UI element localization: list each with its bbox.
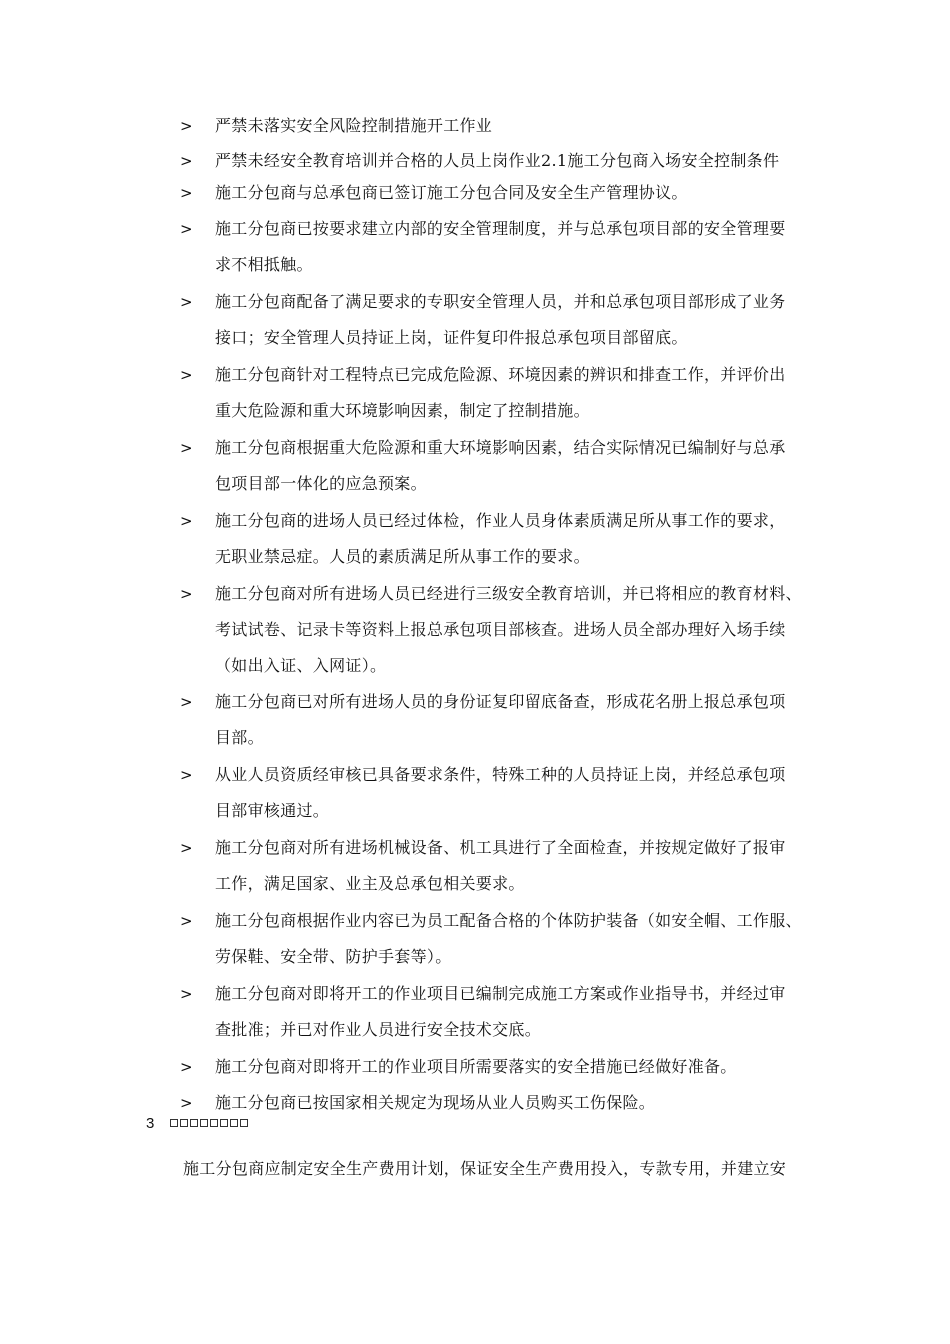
missing-glyph-box [200,1119,208,1127]
bullet-text-line: 施工分包商对即将开工的作业项目已编制完成施工方案或作业指导书，并经过审 [215,984,786,1003]
bullet-text-line: 目部。 [215,728,264,747]
bullet-text-line: 施工分包商对所有进场机械设备、机工具进行了全面检查，并按规定做好了报审 [215,838,786,857]
bullet-marker: > [180,293,193,311]
missing-glyph-box [210,1119,218,1127]
bullet-text-line: 目部审核通过。 [215,801,330,820]
body-paragraph: 施工分包商应制定安全生产费用计划，保证安全生产费用投入，专款专用，并建立安 [183,1159,787,1178]
bullet-marker: > [180,152,193,170]
bullet-marker: > [180,117,193,135]
bullet-text-line: 施工分包商根据作业内容已为员工配备合格的个体防护装备（如安全帽、工作服、 [215,911,802,930]
bullet-text-line: 施工分包商的进场人员已经过体检，作业人员身体素质满足所从事工作的要求， [215,511,786,530]
bullet-text-line: 工作，满足国家、业主及总承包相关要求。 [215,874,525,893]
bullet-marker: > [180,1094,193,1112]
bullet-text-line: 从业人员资质经审核已具备要求条件，特殊工种的人员持证上岗，并经总承包项 [215,765,786,784]
bullet-text-line: 施工分包商配备了满足要求的专职安全管理人员，并和总承包项目部形成了业务 [215,292,786,311]
missing-glyph-box [220,1119,228,1127]
missing-glyph-box [240,1119,248,1127]
bullet-text-line: 施工分包商对即将开工的作业项目所需要落实的安全措施已经做好准备。 [215,1057,737,1076]
bullet-text-line: 包项目部一体化的应急预案。 [215,474,427,493]
bullet-marker: > [180,366,193,384]
bullet-marker: > [180,1058,193,1076]
missing-glyph-box [170,1119,178,1127]
missing-glyph-box [230,1119,238,1127]
bullet-marker: > [180,912,193,930]
bullet-text-line: 重大危险源和重大环境影响因素，制定了控制措施。 [215,401,590,420]
bullet-text-line: 施工分包商已按国家相关规定为现场从业人员购买工伤保险。 [215,1093,656,1112]
bullet-text-line: 施工分包商针对工程特点已完成危险源、环境因素的辨识和排查工作，并评价出 [215,365,786,384]
missing-glyph-boxes [170,1119,250,1127]
bullet-text-line: 严禁未经安全教育培训并合格的人员上岗作业2.1施工分包商入场安全控制条件 [215,151,780,170]
bullet-marker: > [180,184,193,202]
bullet-text-line: 施工分包商对所有进场人员已经进行三级安全教育培训，并已将相应的教育材料、 [215,584,802,603]
bullet-marker: > [180,220,193,238]
missing-glyph-box [180,1119,188,1127]
bullet-text-line: 无职业禁忌症。人员的素质满足所从事工作的要求。 [215,547,590,566]
bullet-marker: > [180,766,193,784]
bullet-text-line: 考试试卷、记录卡等资料上报总承包项目部核查。进场人员全部办理好入场手续 [215,620,786,639]
bullet-text-line: 查批准；并已对作业人员进行安全技术交底。 [215,1020,542,1039]
bullet-marker: > [180,985,193,1003]
bullet-text-line: 劳保鞋、安全带、防护手套等）。 [215,947,452,966]
bullet-marker: > [180,512,193,530]
bullet-marker: > [180,839,193,857]
section-number: 3 [146,1115,155,1132]
bullet-text-line: 施工分包商根据重大危险源和重大环境影响因素，结合实际情况已编制好与总承 [215,438,786,457]
bullet-text-line: 施工分包商与总承包商已签订施工分包合同及安全生产管理协议。 [215,183,688,202]
missing-glyph-box [190,1119,198,1127]
bullet-text-line: 求不相抵触。 [215,255,313,274]
bullet-marker: > [180,693,193,711]
bullet-text-line: 严禁未落实安全风险控制措施开工作业 [215,116,493,135]
bullet-text-line: （如出入证、入网证）。 [215,656,387,675]
bullet-text-line: 施工分包商已按要求建立内部的安全管理制度，并与总承包项目部的安全管理要 [215,219,786,238]
bullet-marker: > [180,439,193,457]
bullet-marker: > [180,585,193,603]
bullet-text-line: 接口；安全管理人员持证上岗，证件复印件报总承包项目部留底。 [215,328,688,347]
bullet-text-line: 施工分包商已对所有进场人员的身份证复印留底备查，形成花名册上报总承包项 [215,692,786,711]
